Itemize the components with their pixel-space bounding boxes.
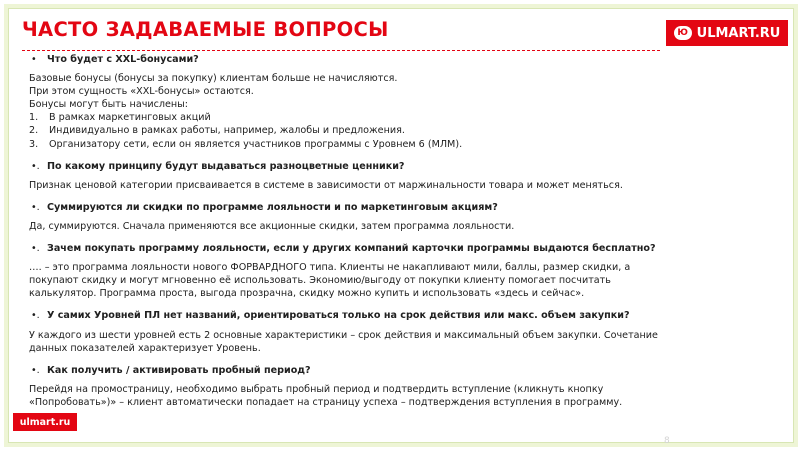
bullet-icon: •. — [31, 243, 40, 255]
page-title: ЧАСТО ЗАДАВАЕМЫЕ ВОПРОСЫ — [22, 18, 389, 41]
faq-answer-1-list-item-2 — [29, 124, 741, 137]
faq-answer-4-line-3: калькулятор. Программа проста, выгода прозрачна, скидку можно купить и использовать «здесь и сейчас». — [29, 288, 585, 300]
bullet-icon: •. — [31, 310, 40, 322]
faq-question-4 — [29, 242, 741, 255]
faq-answer-2: Признак ценовой категории присваивается в системе в зависимости от маржинальности товара и может меняться. — [29, 179, 623, 191]
ulmart-logo — [666, 20, 788, 46]
faq-list — [29, 53, 741, 409]
faq-answer-6-line-2: «Попробовать»)» – клиент автоматически попадает на страницу успеха – подтверждения вступления в программу. — [29, 396, 623, 408]
footer-logo: ulmart.ru — [13, 413, 77, 431]
bullet-icon: •. — [31, 364, 40, 376]
faq-answer-1-list-item-3 — [29, 138, 741, 151]
title-divider — [22, 50, 660, 51]
faq-answer-6-line-1: Перейдя на промостраницу, необходимо выбрать пробный период и подтвердить вступление (кликнуть кнопку — [29, 383, 604, 395]
faq-answer-3: Да, суммируются. Сначала применяются все акционные скидки, затем программа лояльности. — [29, 220, 515, 232]
faq-question-6-text: Как получить / активировать пробный период? — [47, 364, 311, 376]
list-number: 3. — [29, 138, 39, 150]
list-item-text: Индивидуально в рамках работы, например, жалобы и предложения. — [49, 125, 405, 137]
faq-question-3-text: Суммируются ли скидки по программе лояльности и по маркетинговым акциям? — [47, 201, 498, 213]
bullet-icon: •. — [31, 160, 40, 172]
faq-question-2-text: По какому принципу будут выдаваться разноцветные ценники? — [47, 160, 405, 172]
bullet-icon: • — [31, 54, 37, 65]
faq-question-3 — [29, 201, 741, 214]
list-number: 1. — [29, 112, 39, 124]
bullet-icon: •. — [31, 201, 40, 213]
ulmart-logo-mark-icon: Ю — [674, 26, 692, 40]
faq-answer-1-list-item-1 — [29, 111, 741, 124]
faq-answer-5-line-2: данных показателей характеризует Уровень. — [29, 342, 261, 354]
faq-question-4-text: Зачем покупать программу лояльности, если у других компаний карточки программы выдаются бесплатно? — [47, 243, 656, 255]
slide-number: 8 — [664, 436, 670, 446]
list-item-text: В рамках маркетинговых акций — [49, 112, 211, 124]
faq-answer-4-line-2: покупают скидку и могут мгновенно её использовать. Экономию/выгоду от покупки клиенту помогает посчитать — [29, 275, 611, 287]
faq-question-6 — [29, 364, 741, 377]
faq-question-5-text: У самих Уровней ПЛ нет названий, ориентироваться только на срок действия или макс. объем закупки? — [47, 310, 630, 322]
list-item-text: Организатору сети, если он является участников программы с Уровнем 6 (МЛМ). — [49, 138, 463, 150]
ulmart-logo-text: ULMART.RU — [696, 25, 781, 41]
faq-question-1 — [29, 53, 741, 66]
faq-question-1-text: Что будет с XXL-бонусами? — [47, 54, 199, 65]
faq-question-2 — [29, 160, 741, 173]
faq-answer-1-line-2: При этом сущность «XXL-бонусы» остаются. — [29, 86, 254, 98]
faq-answer-5-line-1: У каждого из шести уровней есть 2 основные характеристики – срок действия и максимальный объем закупки. Сочетание — [29, 329, 658, 341]
faq-answer-1-line-3: Бонусы могут быть начислены: — [29, 99, 188, 111]
faq-question-5 — [29, 309, 741, 322]
list-number: 2. — [29, 125, 39, 137]
faq-answer-4-line-1: …. – это программа лояльности нового ФОРВАРДНОГО типа. Клиенты не накапливают мили, баллы, размер скидки, а — [29, 262, 631, 274]
faq-answer-1-line-1: Базовые бонусы (бонусы за покупку) клиентам больше не начисляются. — [29, 73, 398, 85]
